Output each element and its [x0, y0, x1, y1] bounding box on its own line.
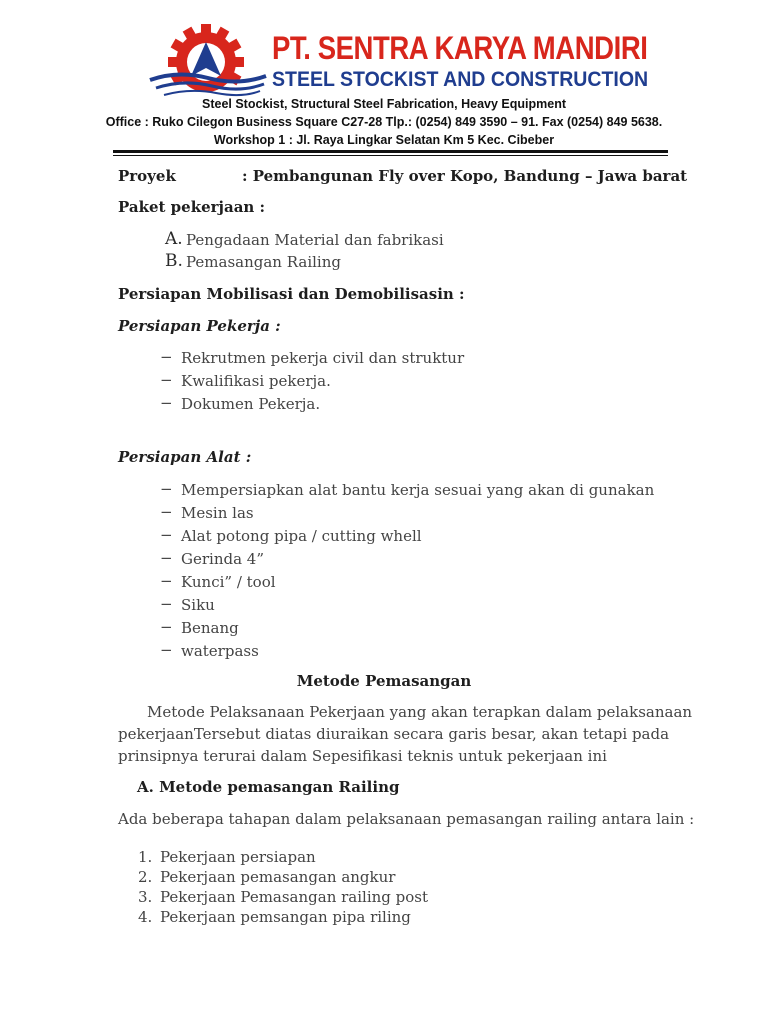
method-subheading: A. Metode pemasangan Railing: [137, 778, 400, 796]
package-letter-b: B.: [165, 251, 183, 271]
workers-heading: Persiapan Pekerja :: [118, 317, 281, 335]
tool-item: Siku: [181, 596, 215, 614]
header-office-address: Office : Ruko Cilegon Business Square C27-28 Tlp.: (0254) 849 3590 – 91. Fax (0254) 849 5638.: [105, 115, 663, 129]
company-logo: [148, 22, 270, 100]
method-title: Metode Pemasangan: [296, 672, 472, 690]
company-tagline: STEEL STOCKIST AND CONSTRUCTION: [272, 68, 649, 91]
bullet-dash: −: [160, 394, 173, 412]
tools-heading: Persiapan Alat :: [118, 448, 252, 466]
worker-item: Kwalifikasi pekerja.: [181, 372, 331, 390]
bullet-dash: −: [160, 618, 173, 636]
tool-item: Mempersiapkan alat bantu kerja sesuai yang akan di gunakan: [181, 481, 655, 499]
tool-item: Alat potong pipa / cutting whell: [181, 527, 422, 545]
method-paragraph-line: pekerjaanTersebut diatas diuraikan secara garis besar, akan tetapi pada: [118, 725, 670, 743]
worker-item: Rekrutmen pekerja civil dan struktur: [181, 349, 465, 367]
header-workshop-address: Workshop 1 : Jl. Raya Lingkar Selatan Km 5 Kec. Cibeber: [213, 133, 555, 147]
method-paragraph-line: prinsipnya terurai dalam Sepesifikasi teknis untuk pekerjaan ini: [118, 747, 607, 765]
project-value: : Pembangunan Fly over Kopo, Bandung – Jawa barat: [242, 167, 688, 185]
mobilization-heading: Persiapan Mobilisasi dan Demobilisasin :: [118, 285, 465, 303]
header-divider-thin: [113, 155, 668, 156]
step-item: Pekerjaan pemsangan pipa riling: [160, 908, 411, 926]
bullet-dash: −: [160, 526, 173, 544]
step-item: Pekerjaan persiapan: [160, 848, 316, 866]
step-number: 3.: [138, 888, 153, 906]
step-number: 2.: [138, 868, 153, 886]
bullet-dash: −: [160, 371, 173, 389]
tool-item: Mesin las: [181, 504, 254, 522]
bullet-dash: −: [160, 572, 173, 590]
bullet-dash: −: [160, 348, 173, 366]
package-letter-a: A.: [165, 229, 183, 249]
bullet-dash: −: [160, 549, 173, 567]
company-name: PT. SENTRA KARYA MANDIRI: [272, 30, 648, 66]
header-services: Steel Stockist, Structural Steel Fabrication, Heavy Equipment: [202, 97, 566, 111]
worker-item: Dokumen Pekerja.: [181, 395, 321, 413]
step-item: Pekerjaan pemasangan angkur: [160, 868, 396, 886]
bullet-dash: −: [160, 595, 173, 613]
project-label: Proyek: [118, 167, 176, 185]
tool-item: Gerinda 4”: [181, 550, 265, 568]
bullet-dash: −: [160, 480, 173, 498]
tool-item: Kunci” / tool: [181, 573, 276, 591]
step-item: Pekerjaan Pemasangan railing post: [160, 888, 429, 906]
step-number: 1.: [138, 848, 153, 866]
bullet-dash: −: [160, 503, 173, 521]
tool-item: Benang: [181, 619, 239, 637]
bullet-dash: −: [160, 641, 173, 659]
package-item-a: Pengadaan Material dan fabrikasi: [186, 231, 444, 249]
tool-item: waterpass: [181, 642, 259, 660]
header-divider-thick: [113, 150, 668, 153]
package-heading: Paket pekerjaan :: [118, 198, 266, 216]
method-intro: Ada beberapa tahapan dalam pelaksanaan pemasangan railing antara lain :: [118, 810, 695, 828]
package-item-b: Pemasangan Railing: [186, 253, 341, 271]
step-number: 4.: [138, 908, 153, 926]
method-paragraph-line: Metode Pelaksanaan Pekerjaan yang akan terapkan dalam pelaksanaan: [147, 703, 693, 721]
